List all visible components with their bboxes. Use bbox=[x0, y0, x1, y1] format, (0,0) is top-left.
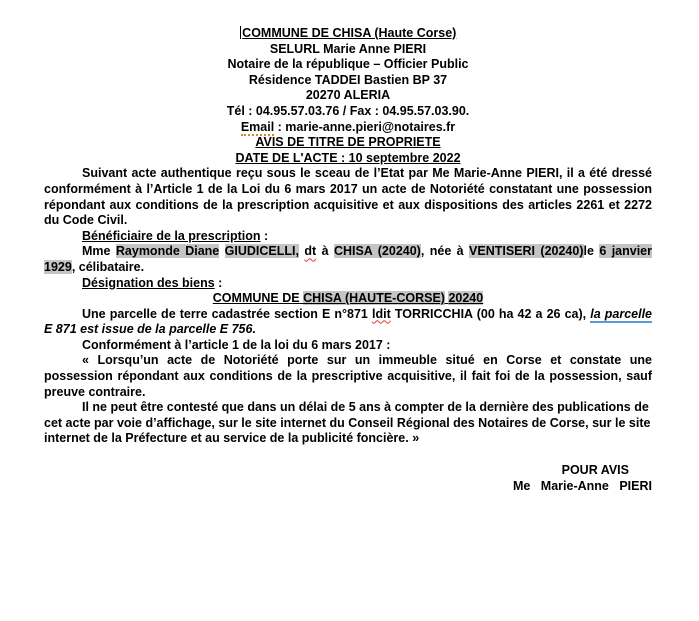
birth-place-highlight: VENTISERI (20240) bbox=[469, 244, 584, 259]
act-date: DATE DE L'ACTE : 10 septembre 2022 bbox=[235, 150, 461, 165]
name-separator bbox=[219, 244, 224, 258]
header-role-line: Notaire de la république – Officier Public bbox=[227, 57, 469, 72]
civility-text: Mme bbox=[82, 244, 116, 259]
header-city-line: 20270 ALERIA bbox=[305, 88, 391, 103]
act-date-line bbox=[44, 151, 652, 167]
postcode-highlight: 20240 bbox=[448, 291, 484, 306]
commune-designation-underlined bbox=[213, 291, 483, 305]
first-names-highlight: Raymonde Diane bbox=[115, 244, 220, 259]
signature-block bbox=[44, 463, 652, 494]
intro-paragraph: Suivant acte authentique reçu sous le sceau de l’Etat par Me Marie-Anne PIERI, il a été dressé conformément à l’Article 1 de la Loi du 6 mars 2017 un acte de Notoriété constatant une possession répondant aux conditions de la prescription acquisitive et aux dispositions des articles 2261 et 2272 du Code Civil. bbox=[44, 166, 652, 228]
parcel-text-1: Une parcelle de terre cadastrée section E n°871 bbox=[82, 306, 372, 321]
designation-heading: Désignation des biens bbox=[82, 275, 215, 290]
law-quote-paragraph-1: « Lorsqu’un acte de Notoriété porte sur un immeuble situé en Corse et constate une possession répondant aux conditions de la prescriptive acquisitive, il fait foi de la possession, sauf preuve contraire. bbox=[44, 353, 652, 399]
header-email-line bbox=[44, 120, 652, 136]
document-title: AVIS DE TITRE DE PROPRIETE bbox=[255, 135, 441, 150]
designation-heading-line bbox=[44, 276, 652, 292]
email-label: Email bbox=[240, 119, 275, 134]
parcel-text-2: TORRICCHIA (00 ha 42 a 26 ca), bbox=[390, 306, 591, 321]
parcel-text-3: E 871 est issue de la parcelle E 756. bbox=[44, 322, 256, 337]
nee-text: , née à bbox=[420, 244, 470, 259]
last-name-highlight: GIUDICELLI, bbox=[224, 244, 299, 259]
le-text: le bbox=[583, 244, 600, 259]
signature-name: Me Marie-Anne PIERI bbox=[512, 478, 652, 493]
beneficiary-heading-line bbox=[44, 229, 652, 245]
law-intro-line: Conformément à l’article 1 de la loi du 6 mars 2017 : bbox=[82, 337, 391, 352]
pour-avis-text: POUR AVIS bbox=[561, 463, 629, 478]
document-title-line bbox=[44, 135, 652, 151]
dt-abbrev-misspelled: dt bbox=[304, 244, 317, 259]
at-text: à bbox=[316, 244, 334, 259]
header-office-line: SELURL Marie Anne PIERI bbox=[269, 41, 427, 56]
designation-heading-colon: : bbox=[214, 275, 223, 290]
header-commune-text: COMMUNE DE CHISA (Haute Corse) bbox=[242, 26, 457, 40]
beneficiary-line bbox=[44, 244, 652, 275]
birth-date-highlight: 6 janvier 1929 bbox=[44, 244, 652, 274]
commune-prefix: COMMUNE DE bbox=[212, 291, 304, 306]
beneficiary-heading-colon: : bbox=[260, 228, 269, 243]
header-address-line: Résidence TADDEI Bastien BP 37 bbox=[248, 72, 448, 87]
header-commune-line bbox=[44, 26, 652, 42]
commune-designation-line bbox=[44, 291, 652, 307]
text-cursor bbox=[240, 26, 242, 39]
status-text: , célibataire. bbox=[71, 259, 145, 274]
ldit-abbrev-misspelled: ldit bbox=[371, 306, 391, 321]
domicile-commune-highlight: CHISA (20240) bbox=[333, 244, 421, 259]
beneficiary-heading: Bénéficiaire de la prescription bbox=[82, 228, 261, 243]
header-phone-line: Tél : 04.95.57.03.76 / Fax : 04.95.57.03.90. bbox=[226, 103, 470, 118]
law-quote-paragraph-2: Il ne peut être contesté que dans un délai de 5 ans à compter de la dernière des publications de cet acte par voie d’affichage, sur le site internet du Conseil Régional des Notaires de Corse, sur le site internet de la Préfecture et au service de la publicité foncière. » bbox=[44, 400, 651, 446]
parcel-link-text: la parcelle bbox=[590, 306, 653, 321]
email-address: : marie-anne.pieri@notaires.fr bbox=[274, 119, 456, 134]
parcel-paragraph bbox=[44, 307, 652, 338]
commune-name-highlight: CHISA (HAUTE-CORSE) bbox=[303, 291, 445, 306]
